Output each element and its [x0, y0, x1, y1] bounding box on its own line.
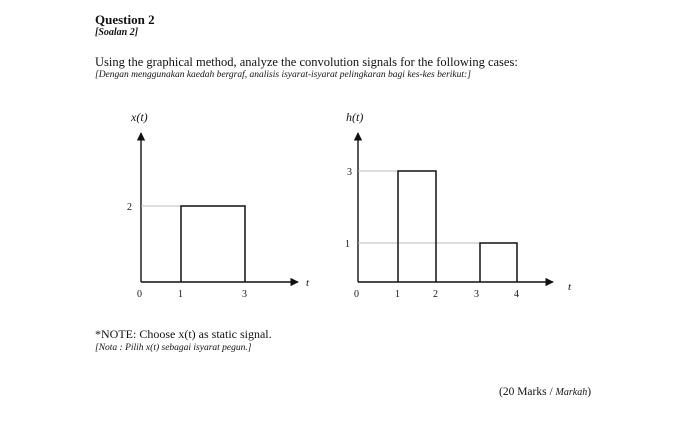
instruction-translation: [Dengan menggunakan kaedah bergraf, analisis isyarat-isyarat pelingkaran bagi kes-kes berikut:] — [95, 70, 471, 80]
instruction-text: Using the graphical method, analyze the convolution signals for the following cases: — [95, 55, 518, 69]
h-graph-tick-label: 4 — [514, 289, 519, 300]
question-subtitle: [Soalan 2] — [95, 27, 139, 38]
h-graph-tick-label: 1 — [395, 289, 400, 300]
x-graph — [127, 110, 310, 300]
x-graph-tick-label: 1 — [178, 289, 183, 300]
x-graph-level-label: 2 — [127, 202, 132, 213]
h-signal-pulse-2 — [480, 243, 517, 282]
h-graph-label: h(t) — [346, 110, 364, 124]
x-graph-t-label: t — [306, 277, 310, 289]
marks-suffix: ) — [587, 386, 592, 398]
x-graph-tick-label: 0 — [137, 289, 142, 300]
marks-prefix: (20 Marks / — [499, 386, 556, 398]
h-graph-tick-label: 2 — [433, 289, 438, 300]
x-signal-pulse — [181, 206, 245, 282]
h-signal-pulse-1 — [398, 171, 436, 282]
h-graph-tick-label: 3 — [474, 289, 479, 300]
h-graph-t-label: t — [568, 281, 572, 293]
question-title: Question 2 — [95, 12, 155, 27]
h-graph-tick-label: 0 — [354, 289, 359, 300]
x-graph-label: x(t) — [131, 110, 148, 124]
h-graph — [345, 110, 572, 300]
h-graph-level-label: 3 — [347, 167, 352, 178]
x-graph-tick-label: 3 — [242, 289, 247, 300]
marks-translation: Markah — [555, 387, 588, 398]
note-text: *NOTE: Choose x(t) as static signal. — [95, 327, 272, 341]
h-graph-level-label: 1 — [345, 239, 350, 250]
marks-label — [499, 386, 591, 398]
note-translation: [Nota : Pilih x(t) sebagai isyarat pegun.] — [95, 343, 252, 353]
